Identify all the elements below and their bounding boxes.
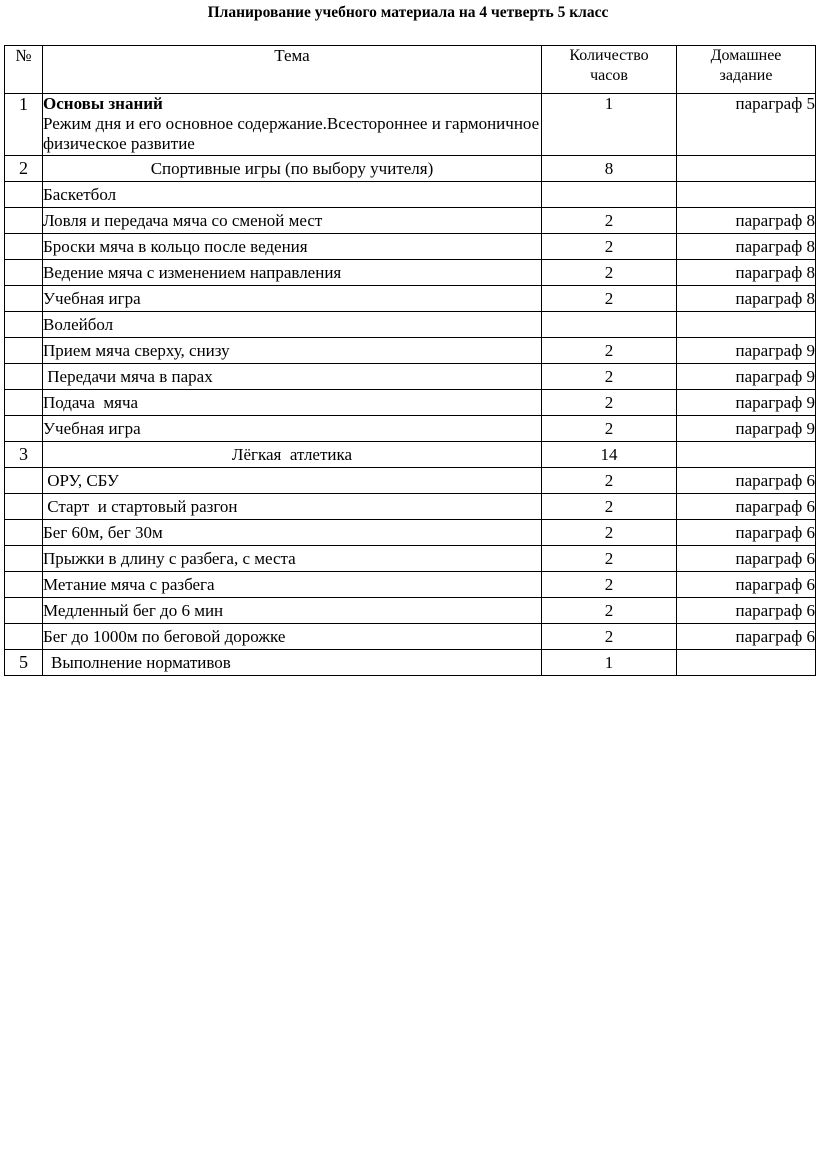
lesson-hours: 2 — [542, 416, 677, 442]
lesson-hours: 2 — [542, 624, 677, 650]
lesson-hours: 2 — [542, 494, 677, 520]
lesson-topic: Старт и стартовый разгон — [43, 494, 542, 520]
lesson-hours: 2 — [542, 234, 677, 260]
header-hours-line2: часов — [590, 67, 628, 84]
lesson-homework: параграф 9 — [677, 416, 816, 442]
table-row — [5, 260, 816, 286]
table-row — [5, 390, 816, 416]
empty-cell — [677, 182, 816, 208]
table-row — [5, 468, 816, 494]
table-row — [5, 234, 816, 260]
section-number: 5 — [5, 650, 43, 676]
table-row — [5, 286, 816, 312]
header-homework-line2: задание — [719, 67, 773, 84]
lesson-topic: Медленный бег до 6 мин — [43, 598, 542, 624]
table-row — [5, 338, 816, 364]
lesson-homework: параграф 6 — [677, 494, 816, 520]
lesson-hours: 2 — [542, 572, 677, 598]
table-row — [5, 572, 816, 598]
section-homework — [677, 650, 816, 676]
empty-cell — [542, 312, 677, 338]
header-topic: Тема — [43, 46, 542, 94]
empty-cell — [5, 182, 43, 208]
subsection-row-volleyball — [5, 312, 816, 338]
lesson-homework: параграф 9 — [677, 364, 816, 390]
section-hours: 1 — [542, 94, 677, 156]
lesson-homework: параграф 8 — [677, 286, 816, 312]
section-row-2 — [5, 156, 816, 182]
lesson-topic: Прием мяча сверху, снизу — [43, 338, 542, 364]
section-row-5 — [5, 650, 816, 676]
table-row — [5, 364, 816, 390]
section-title: Спортивные игры (по выбору учителя) — [43, 156, 542, 182]
lesson-topic: Бег 60м, бег 30м — [43, 520, 542, 546]
section-title: Выполнение нормативов — [43, 650, 542, 676]
lesson-topic: Метание мяча с разбега — [43, 572, 542, 598]
table-row — [5, 546, 816, 572]
lesson-topic: Бег до 1000м по беговой дорожке — [43, 624, 542, 650]
header-hours — [542, 46, 677, 94]
header-homework — [677, 46, 816, 94]
section-number: 3 — [5, 442, 43, 468]
table-row — [5, 416, 816, 442]
lesson-topic: ОРУ, СБУ — [43, 468, 542, 494]
lesson-plan-table — [4, 45, 816, 676]
lesson-homework: параграф 6 — [677, 598, 816, 624]
section-title: Основы знаний — [43, 94, 163, 113]
section-description: Режим дня и его основное содержание.Всестороннее и гармоничное физическое развитие — [43, 114, 540, 153]
document-title: Планирование учебного материала на 4 четверть 5 класс — [207, 4, 609, 21]
empty-cell — [677, 312, 816, 338]
lesson-topic: Передачи мяча в парах — [43, 364, 542, 390]
section-row-1 — [5, 94, 816, 156]
section-number: 1 — [5, 94, 43, 156]
section-topic — [43, 94, 542, 156]
section-hours: 1 — [542, 650, 677, 676]
lesson-topic: Ведение мяча с изменением направления — [43, 260, 542, 286]
lesson-homework: параграф 9 — [677, 338, 816, 364]
lesson-hours: 2 — [542, 286, 677, 312]
lesson-hours: 2 — [542, 468, 677, 494]
header-number: № — [5, 46, 43, 94]
lesson-topic: Броски мяча в кольцо после ведения — [43, 234, 542, 260]
lesson-hours: 2 — [542, 390, 677, 416]
lesson-hours: 2 — [542, 338, 677, 364]
section-row-3 — [5, 442, 816, 468]
table-row — [5, 598, 816, 624]
lesson-homework: параграф 9 — [677, 390, 816, 416]
subsection-row-basketball — [5, 182, 816, 208]
section-homework — [677, 156, 816, 182]
table-row — [5, 624, 816, 650]
lesson-topic: Прыжки в длину с разбега, с места — [43, 546, 542, 572]
lesson-topic: Учебная игра — [43, 286, 542, 312]
table-header-row — [5, 46, 816, 94]
header-hours-line1: Количество — [569, 47, 649, 64]
section-homework: параграф 5 — [677, 94, 816, 156]
table-row — [5, 494, 816, 520]
section-hours: 8 — [542, 156, 677, 182]
lesson-hours: 2 — [542, 546, 677, 572]
lesson-homework: параграф 6 — [677, 520, 816, 546]
lesson-homework: параграф 6 — [677, 468, 816, 494]
lesson-homework: параграф 8 — [677, 208, 816, 234]
lesson-homework: параграф 6 — [677, 546, 816, 572]
table-row — [5, 520, 816, 546]
empty-cell — [5, 312, 43, 338]
lesson-hours: 2 — [542, 520, 677, 546]
subsection-title: Волейбол — [43, 312, 542, 338]
lesson-topic: Подача мяча — [43, 390, 542, 416]
lesson-homework: параграф 8 — [677, 234, 816, 260]
lesson-hours: 2 — [542, 364, 677, 390]
lesson-hours: 2 — [542, 598, 677, 624]
lesson-homework: параграф 6 — [677, 624, 816, 650]
section-hours: 14 — [542, 442, 677, 468]
lesson-hours: 2 — [542, 260, 677, 286]
lesson-topic: Ловля и передача мяча со сменой мест — [43, 208, 542, 234]
subsection-title: Баскетбол — [43, 182, 542, 208]
lesson-hours: 2 — [542, 208, 677, 234]
table-row — [5, 208, 816, 234]
lesson-topic: Учебная игра — [43, 416, 542, 442]
header-homework-line1: Домашнее — [710, 47, 782, 64]
empty-cell — [542, 182, 677, 208]
lesson-homework: параграф 6 — [677, 572, 816, 598]
section-title: Лёгкая атлетика — [43, 442, 542, 468]
lesson-homework: параграф 8 — [677, 260, 816, 286]
section-number: 2 — [5, 156, 43, 182]
empty-cell — [677, 442, 816, 468]
